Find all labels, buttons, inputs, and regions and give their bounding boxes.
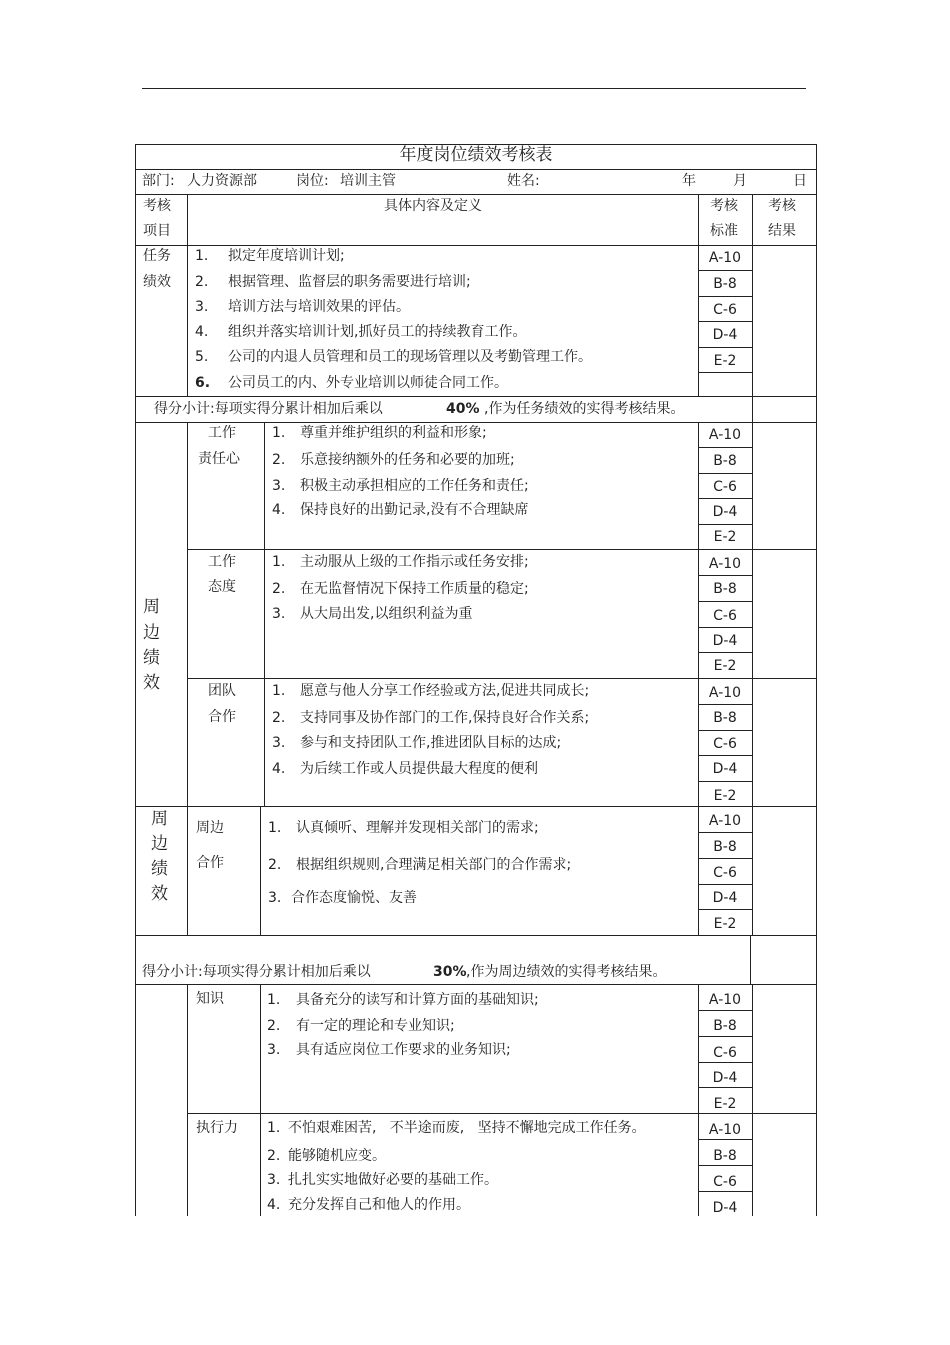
header-standard: 考核 bbox=[710, 198, 738, 214]
list-item: 支持同事及协作部门的工作,保持良好合作关系; bbox=[300, 710, 590, 726]
list-item-num: 3. bbox=[195, 299, 209, 315]
list-item-num: 4. bbox=[272, 761, 286, 777]
list-item-num: 1. bbox=[195, 248, 209, 264]
sub-item-name: 执行力 bbox=[196, 1120, 238, 1136]
day-label: 日 bbox=[793, 173, 807, 189]
list-item-num: 3. bbox=[272, 478, 286, 494]
sub-item-name: 态度 bbox=[208, 579, 236, 595]
list-item: 在无监督情况下保持工作质量的稳定; bbox=[300, 581, 529, 597]
list-item: 拟定年度培训计划; bbox=[228, 248, 345, 264]
list-item: 从大局出发,以组织利益为重 bbox=[300, 606, 473, 622]
subtotal-percent: 40% bbox=[446, 401, 480, 417]
header-content: 具体内容及定义 bbox=[384, 198, 482, 214]
list-item-num: 4. bbox=[195, 324, 209, 340]
list-item: 保持良好的出勤记录,没有不合理缺席 bbox=[300, 502, 529, 518]
position-value: 培训主管 bbox=[340, 173, 396, 189]
list-item: 公司员工的内、外专业培训以师徒合同工作。 bbox=[228, 375, 508, 391]
list-item-num: 2. bbox=[272, 581, 286, 597]
list-item: 组织并落实培训计划,抓好员工的持续教育工作。 bbox=[228, 324, 527, 340]
grade-label: D-4 bbox=[712, 1200, 738, 1216]
grade-label: A-10 bbox=[708, 1122, 742, 1138]
list-item-num: 4. bbox=[267, 1197, 281, 1213]
list-item: 具备充分的读写和计算方面的基础知识; bbox=[296, 992, 539, 1008]
list-item-num: 2. bbox=[267, 1018, 281, 1034]
grade-label: E-2 bbox=[713, 658, 737, 674]
grade-label: C-6 bbox=[713, 736, 737, 752]
list-item: 认真倾听、理解并发现相关部门的需求; bbox=[296, 820, 539, 836]
subtotal-text: ,作为周边绩效的实得考核结果。 bbox=[466, 964, 667, 980]
list-item-num: 1. bbox=[272, 425, 286, 441]
grade-label: D-4 bbox=[712, 504, 738, 520]
subtotal-text: 得分小计:每项实得分累计相加后乘以 bbox=[142, 964, 371, 980]
grade-label: E-2 bbox=[713, 353, 737, 369]
list-item: 有一定的理论和专业知识; bbox=[296, 1018, 455, 1034]
list-item: 积极主动承担相应的工作任务和责任; bbox=[300, 478, 529, 494]
grade-label: B-8 bbox=[713, 1148, 737, 1164]
task-category: 任务 bbox=[143, 248, 171, 264]
sub-item-name: 合作 bbox=[196, 855, 224, 871]
list-item: 不怕艰难困苦, 不半途而废, 坚持不懈地完成工作任务。 bbox=[288, 1120, 646, 1136]
sub-item-name: 工作 bbox=[208, 425, 236, 441]
list-item-num: 3. bbox=[272, 735, 286, 751]
list-item-num: 2. bbox=[268, 857, 282, 873]
peripheral-category: 绩 bbox=[143, 648, 160, 668]
year-label: 年 bbox=[682, 173, 696, 189]
list-item: 扎扎实实地做好必要的基础工作。 bbox=[288, 1172, 498, 1188]
position-label: 岗位: bbox=[296, 173, 329, 189]
name-label: 姓名: bbox=[507, 173, 540, 189]
grade-label: A-10 bbox=[708, 427, 742, 443]
list-item-num: 2. bbox=[267, 1148, 281, 1164]
dept-label: 部门: bbox=[142, 173, 175, 189]
grade-label: A-10 bbox=[708, 685, 742, 701]
page-top-rule bbox=[142, 88, 806, 89]
list-item: 充分发挥自己和他人的作用。 bbox=[288, 1197, 470, 1213]
grade-label: D-4 bbox=[712, 890, 738, 906]
month-label: 月 bbox=[733, 173, 747, 189]
list-item: 愿意与他人分享工作经验或方法,促进共同成长; bbox=[300, 683, 590, 699]
list-item-num: 6. bbox=[195, 375, 211, 391]
header-result: 结果 bbox=[768, 223, 796, 239]
list-item: 主动服从上级的工作指示或任务安排; bbox=[300, 554, 529, 570]
grade-label: C-6 bbox=[713, 865, 737, 881]
grade-label: A-10 bbox=[708, 556, 742, 572]
dept-value: 人力资源部 bbox=[187, 173, 257, 189]
sub-item-name: 工作 bbox=[208, 554, 236, 570]
grade-label: B-8 bbox=[713, 581, 737, 597]
header-result: 考核 bbox=[768, 198, 796, 214]
list-item: 能够随机应变。 bbox=[288, 1148, 386, 1164]
list-item-num: 3. bbox=[267, 1042, 281, 1058]
subtotal-percent: 30% bbox=[433, 964, 467, 980]
list-item: 培训方法与培训效果的评估。 bbox=[228, 299, 410, 315]
list-item-num: 3. bbox=[272, 606, 286, 622]
grade-label: B-8 bbox=[713, 839, 737, 855]
grade-label: E-2 bbox=[713, 788, 737, 804]
sub-item-name: 责任心 bbox=[198, 451, 240, 467]
grade-label: D-4 bbox=[712, 1070, 738, 1086]
grade-label: A-10 bbox=[708, 250, 742, 266]
grade-label: B-8 bbox=[713, 1018, 737, 1034]
grade-label: A-10 bbox=[708, 813, 742, 829]
sub-item-name: 周边 bbox=[196, 820, 224, 836]
grade-label: C-6 bbox=[713, 608, 737, 624]
table-title: 年度岗位绩效考核表 bbox=[399, 145, 553, 165]
grade-label: E-2 bbox=[713, 916, 737, 932]
list-item-num: 3. bbox=[267, 1172, 281, 1188]
list-item: 合作态度愉悦、友善 bbox=[291, 890, 417, 906]
list-item: 公司的内退人员管理和员工的现场管理以及考勤管理工作。 bbox=[228, 349, 592, 365]
peripheral-category: 边 bbox=[143, 623, 160, 643]
list-item: 具有适应岗位工作要求的业务知识; bbox=[296, 1042, 511, 1058]
list-item-num: 1. bbox=[267, 1120, 281, 1136]
subtotal-text: 得分小计:每项实得分累计相加后乘以 bbox=[154, 401, 383, 417]
peripheral2-category: 周 bbox=[151, 809, 168, 829]
list-item-num: 1. bbox=[267, 992, 281, 1008]
subtotal-text: ,作为任务绩效的实得考核结果。 bbox=[484, 401, 685, 417]
list-item: 为后续工作或人员提供最大程度的便利 bbox=[300, 761, 538, 777]
list-item: 参与和支持团队工作,推进团队目标的达成; bbox=[300, 735, 562, 751]
grade-label: E-2 bbox=[713, 529, 737, 545]
list-item-num: 2. bbox=[272, 452, 286, 468]
grade-label: A-10 bbox=[708, 992, 742, 1008]
list-item: 尊重并维护组织的利益和形象; bbox=[300, 425, 487, 441]
grade-label: C-6 bbox=[713, 302, 737, 318]
grade-label: D-4 bbox=[712, 327, 738, 343]
peripheral-category: 周 bbox=[143, 597, 160, 617]
sub-item-name: 团队 bbox=[208, 683, 236, 699]
sub-item-name: 知识 bbox=[196, 991, 224, 1007]
list-item-num: 1. bbox=[272, 683, 286, 699]
sub-item-name: 合作 bbox=[208, 709, 236, 725]
grade-label: C-6 bbox=[713, 1174, 737, 1190]
peripheral2-category: 边 bbox=[151, 834, 168, 854]
peripheral-category: 效 bbox=[143, 673, 160, 693]
list-item-num: 2. bbox=[195, 274, 209, 290]
header-item: 考核 bbox=[143, 198, 171, 214]
grade-label: B-8 bbox=[713, 710, 737, 726]
grade-label: E-2 bbox=[713, 1096, 737, 1112]
grade-label: D-4 bbox=[712, 761, 738, 777]
list-item: 根据组织规则,合理满足相关部门的合作需求; bbox=[296, 857, 572, 873]
grade-label: C-6 bbox=[713, 1045, 737, 1061]
grade-label: C-6 bbox=[713, 479, 737, 495]
grade-label: D-4 bbox=[712, 633, 738, 649]
peripheral2-category: 绩 bbox=[151, 859, 168, 879]
list-item-num: 3. bbox=[268, 890, 282, 906]
list-item-num: 1. bbox=[272, 554, 286, 570]
peripheral2-category: 效 bbox=[151, 884, 168, 904]
header-standard: 标准 bbox=[710, 223, 738, 239]
task-category: 绩效 bbox=[143, 274, 171, 290]
header-item: 项目 bbox=[143, 223, 171, 239]
list-item: 根据管理、监督层的职务需要进行培训; bbox=[228, 274, 471, 290]
list-item: 乐意接纳额外的任务和必要的加班; bbox=[300, 452, 515, 468]
list-item-num: 2. bbox=[272, 710, 286, 726]
grade-label: B-8 bbox=[713, 453, 737, 469]
list-item-num: 4. bbox=[272, 502, 286, 518]
list-item-num: 5. bbox=[195, 349, 209, 365]
list-item-num: 1. bbox=[268, 820, 282, 836]
grade-label: B-8 bbox=[713, 276, 737, 292]
